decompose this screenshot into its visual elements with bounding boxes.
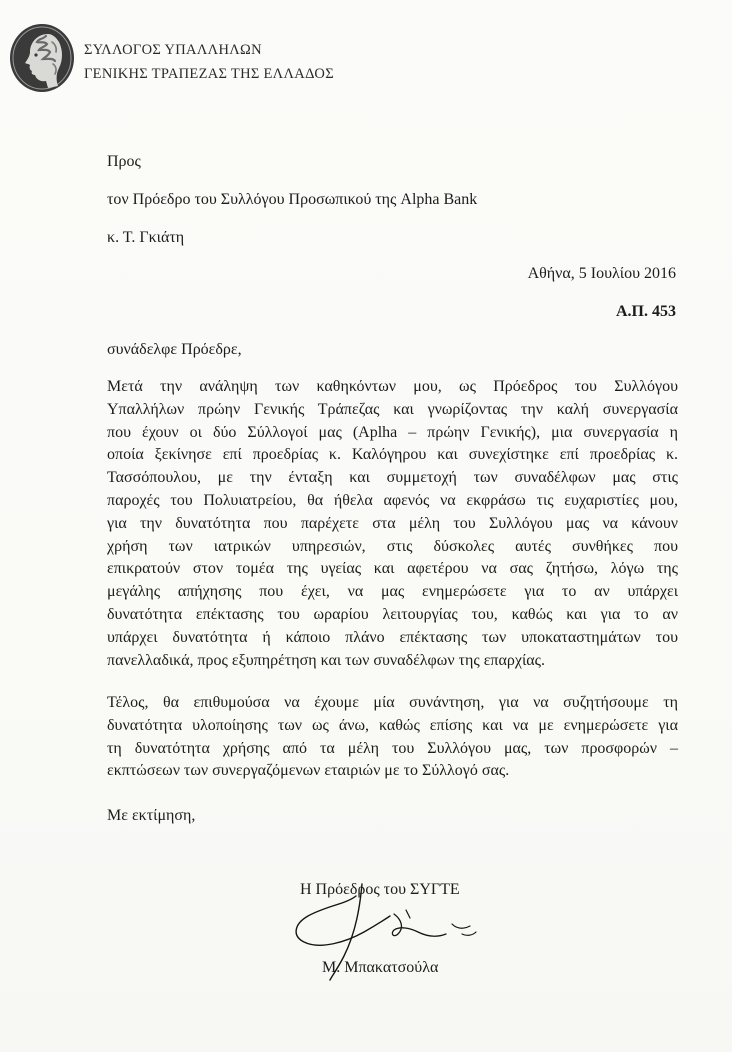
paragraph-2-line: τη δυνατότητα χρήσης από τα μέλη του Συλλόγου μας, των προσφορών – (107, 739, 678, 757)
signatory-title: Η Πρόεδρος του ΣΥΓΤΕ (300, 881, 460, 898)
paragraph-1-line: Υπαλλήλων πρώην Γενικής Τράπεζας και γνωρίζοντας την καλή συνεργασία (107, 400, 678, 418)
recipient-addressee: τον Πρόεδρο του Συλλόγου Προσωπικού της Alpha Bank (107, 191, 478, 208)
signatory-name: Μ. Μπακατσούλα (322, 959, 439, 976)
organization-name (84, 38, 334, 86)
closing: Με εκτίμηση, (107, 807, 196, 824)
organization-name-line1: ΣΥΛΛΟΓΟΣ ΥΠΑΛΛΗΛΩΝ (84, 42, 262, 58)
paragraph-2-line: Τέλος, θα επιθυμούσα να έχουμε μία συνάντηση, για να συζητήσουμε τη (107, 694, 678, 711)
paragraph-1-line: για την δυνατότητα που παρέχετε στα μέλη του Συλλόγου μας να κάνουν (107, 514, 678, 532)
paragraph-1-line: δυνατότητα επέκτασης του ωραρίου λειτουργίας του, καθώς και για το αν (107, 605, 678, 623)
paragraph-1-line: Μετά την ανάληψη των καθηκόντων μου, ως Πρόεδρος του Συλλόγου (107, 378, 678, 395)
paragraph-1-line: μεγάλης απήχησης που έχει, να μας ενημερώσετε για το αν υπάρχει (107, 583, 678, 601)
date-line: Αθήνα, 5 Ιουλίου 2016 (527, 265, 676, 282)
paragraph-1-line: που έχουν οι δύο Σύλλογοί μας (Aplha – πρώην Γενικής), μια συνεργασία η (107, 423, 678, 441)
paragraph-1-line: πανελλαδικά, προς εξυπηρέτηση και των συναδέλφων της επαρχίας. (107, 651, 545, 669)
paragraph-2-line: εκπτώσεων των συνεργαζόμενων εταιριών με το Σύλλογό σας. (107, 762, 510, 780)
handwritten-signature (286, 876, 486, 986)
paragraph-1-line: χρήση των ιατρικών υπηρεσιών, στις δύσκολες αυτές συνθήκες που (107, 537, 678, 555)
paragraph-1-line: παροχές του Πολυιατρείου, θα ήθελα αφενός να εκφράσω τις ευχαριστίες μου, (107, 491, 678, 509)
association-emblem-icon (8, 22, 76, 94)
paragraph-1-line: Τασσόπουλου, με την ένταξη και συμμετοχή των συναδέλφων μας στις (107, 469, 678, 487)
recipient-to: Προς (107, 153, 141, 170)
paragraph-1-line: επικρατούν στον τομέα της υγείας και αφετέρου να σας ζητήσω, λόγω της (107, 560, 678, 578)
paragraph-1 (107, 376, 678, 672)
paragraph-2-line: δυνατότητα υλοποίησης των ως άνω, καθώς επίσης και να με ενημερώσετε για (107, 716, 678, 734)
salutation: συνάδελφε Πρόεδρε, (107, 341, 242, 358)
recipient-name: κ. Τ. Γκιάτη (107, 229, 185, 246)
paragraph-1-line: υπάρχει δυνατότητα ή κάποιο πλάνο επέκτασης των υποκαταστημάτων του (107, 628, 678, 646)
paragraph-2 (107, 692, 678, 783)
paragraph-1-line: οποία ξεκίνησε επί προεδρίας κ. Καλόγηρου και συνεχίστηκε επί προεδρίας κ. (107, 446, 678, 464)
organization-name-line2: ΓΕΝΙΚΗΣ ΤΡΑΠΕΖΑΣ ΤΗΣ ΕΛΛΑΔΟΣ (84, 66, 334, 82)
protocol-number: Α.Π. 453 (616, 303, 676, 320)
